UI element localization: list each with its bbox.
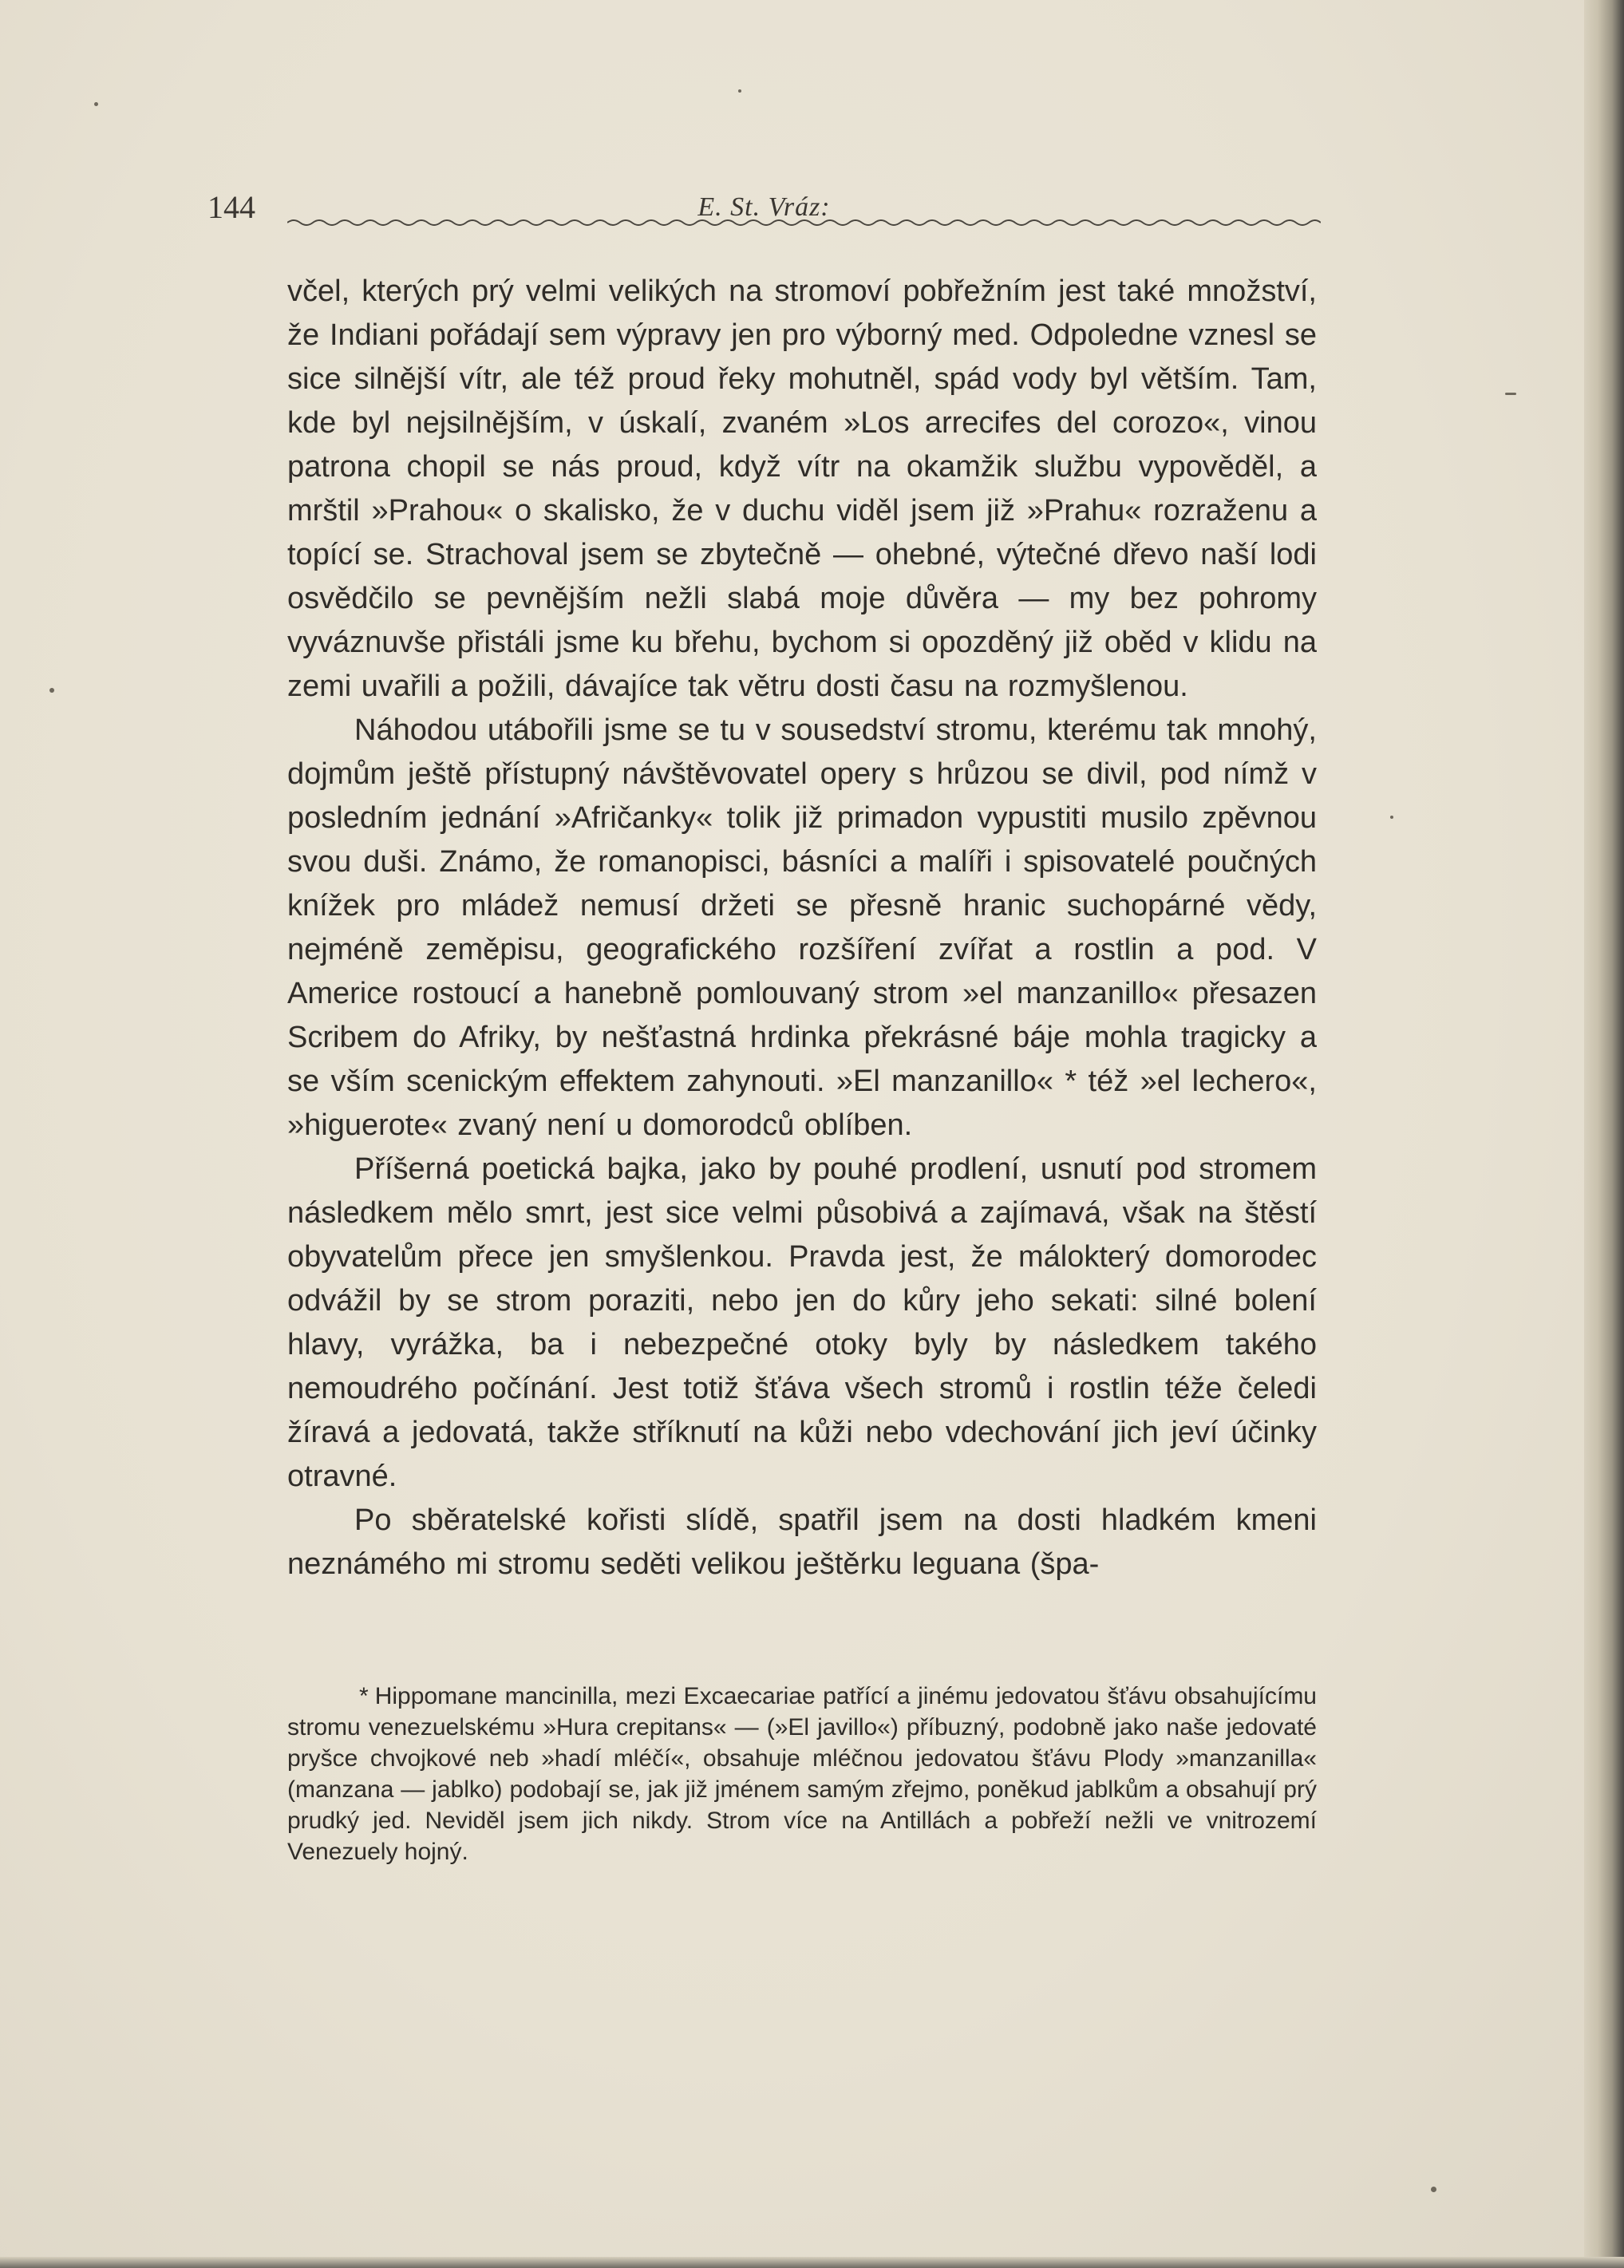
page-gutter-edge — [1584, 0, 1624, 2268]
paper-speck — [738, 89, 741, 93]
footnote-marker: * — [359, 1683, 369, 1709]
paper-speck — [1505, 393, 1516, 395]
header-wavy-rule — [287, 217, 1321, 228]
paragraph: včel, kterých prý velmi velikých na stromoví pobřežním jest také množství, že Indiani pořádají sem výpravy jen pro výborný med. Odpoledne vznesl se sice silnější vítr, ale též proud řeky mohutněl, spád vody byl větším. Tam, kde byl nejsilnějším, v úskalí, zvaném »Los arrecifes del corozo«, vinou patrona chopil se nás proud, když vítr na okamžik službu vypověděl, a mrštil »Prahou« o skalisko, že v duchu viděl jsem již »Prahu« rozraženu a topící se. Strachoval jsem se zbytečně — ohebné, výtečné dřevo naší lodi osvědčilo se pevnějším nežli slabá moje důvěra — my bez pohromy vyváznuvše přistáli jsme ku břehu, bychom si opozděný již oběd v klidu na zemi uvařili a požili, dávajíce tak větru dosti času na rozmyšlenou. — [287, 275, 1317, 703]
paragraph: Náhodou utábořili jsme se tu v sousedství stromu, kterému tak mnohý, dojmům ještě přístupný návštěvovatel opery s hrůzou se divil, pod nímž v posledním jednání »Afričanky« tolik již primadon vypustiti musilo zpěvnou svou duši. Známo, že romanopisci, básníci a malíři i spisovatelé poučných knížek pro mládež nemusí držeti se přesně hranic suchopárné vědy, nejméně zeměpisu, geografického rozšíření zvířat a rostlin a pod. V Americe rostoucí a hanebně pomlouvaný strom »el manzanillo« přesazen Scribem do Afriky, by nešťastná hrdinka překrásné báje mohla tragicky a se vším scenickým effektem zahynouti. »El manzanillo« * též »el lechero«, »higuerote« zvaný není u domorodců oblíben. — [287, 713, 1317, 1142]
body-text — [287, 270, 1317, 1586]
paragraph: Příšerná poetická bajka, jako by pouhé prodlení, usnutí pod stromem následkem mělo smrt, jest sice velmi působivá a zajímavá, však na štěstí obyvatelům přece jen smyšlenkou. Pravda jest, že málokterý domorodec odvážil by se strom poraziti, nebo jen do kůry jeho sekati: silné bolení hlavy, vyrážka, ba i nebezpečné otoky byly by následkem takého nemoudrého počínání. Jest totiž šťáva všech stromů i rostlin téže čeledi žíravá a jedovatá, takže stříknutí na kůži nebo vdechování jich jeví účinky otravné. — [287, 1152, 1317, 1493]
page-bottom-edge — [0, 2257, 1624, 2268]
footnote-text: Hippomane mancinilla, mezi Excaecariae patřící a jinému jedovatou šťávu obsahujícímu stromu venezuelskému »Hura crepitans« — (»El javillo«) příbuzný, podobně jako naše jedovaté pryšce chvojkové neb »hadí mléčí«, obsahuje mléčnou jedovatou šťávu Plody »manzanilla« (manzana — jablko) podobají se, jak již jménem samým zřejmo, poněkud jablkům a obsahují prý prudký jed. Neviděl jsem jich nikdy. Strom více na Antillách a pobřeží nežli ve vnitrozemí Venezuely hojný. — [287, 1683, 1317, 1865]
paper-speck — [94, 102, 98, 106]
running-head: E. St. Vráz: — [697, 192, 831, 222]
paragraph: Po sběratelské kořisti slídě, spatřil jsem na dosti hladkém kmeni neznámého mi stromu seděti velikou ještěrku leguana (špa- — [287, 1503, 1317, 1581]
footnote — [287, 1681, 1317, 1867]
page-number: 144 — [207, 189, 255, 225]
paper-speck — [1390, 816, 1393, 819]
paper-speck — [49, 688, 54, 693]
paper-speck — [1431, 2187, 1436, 2192]
